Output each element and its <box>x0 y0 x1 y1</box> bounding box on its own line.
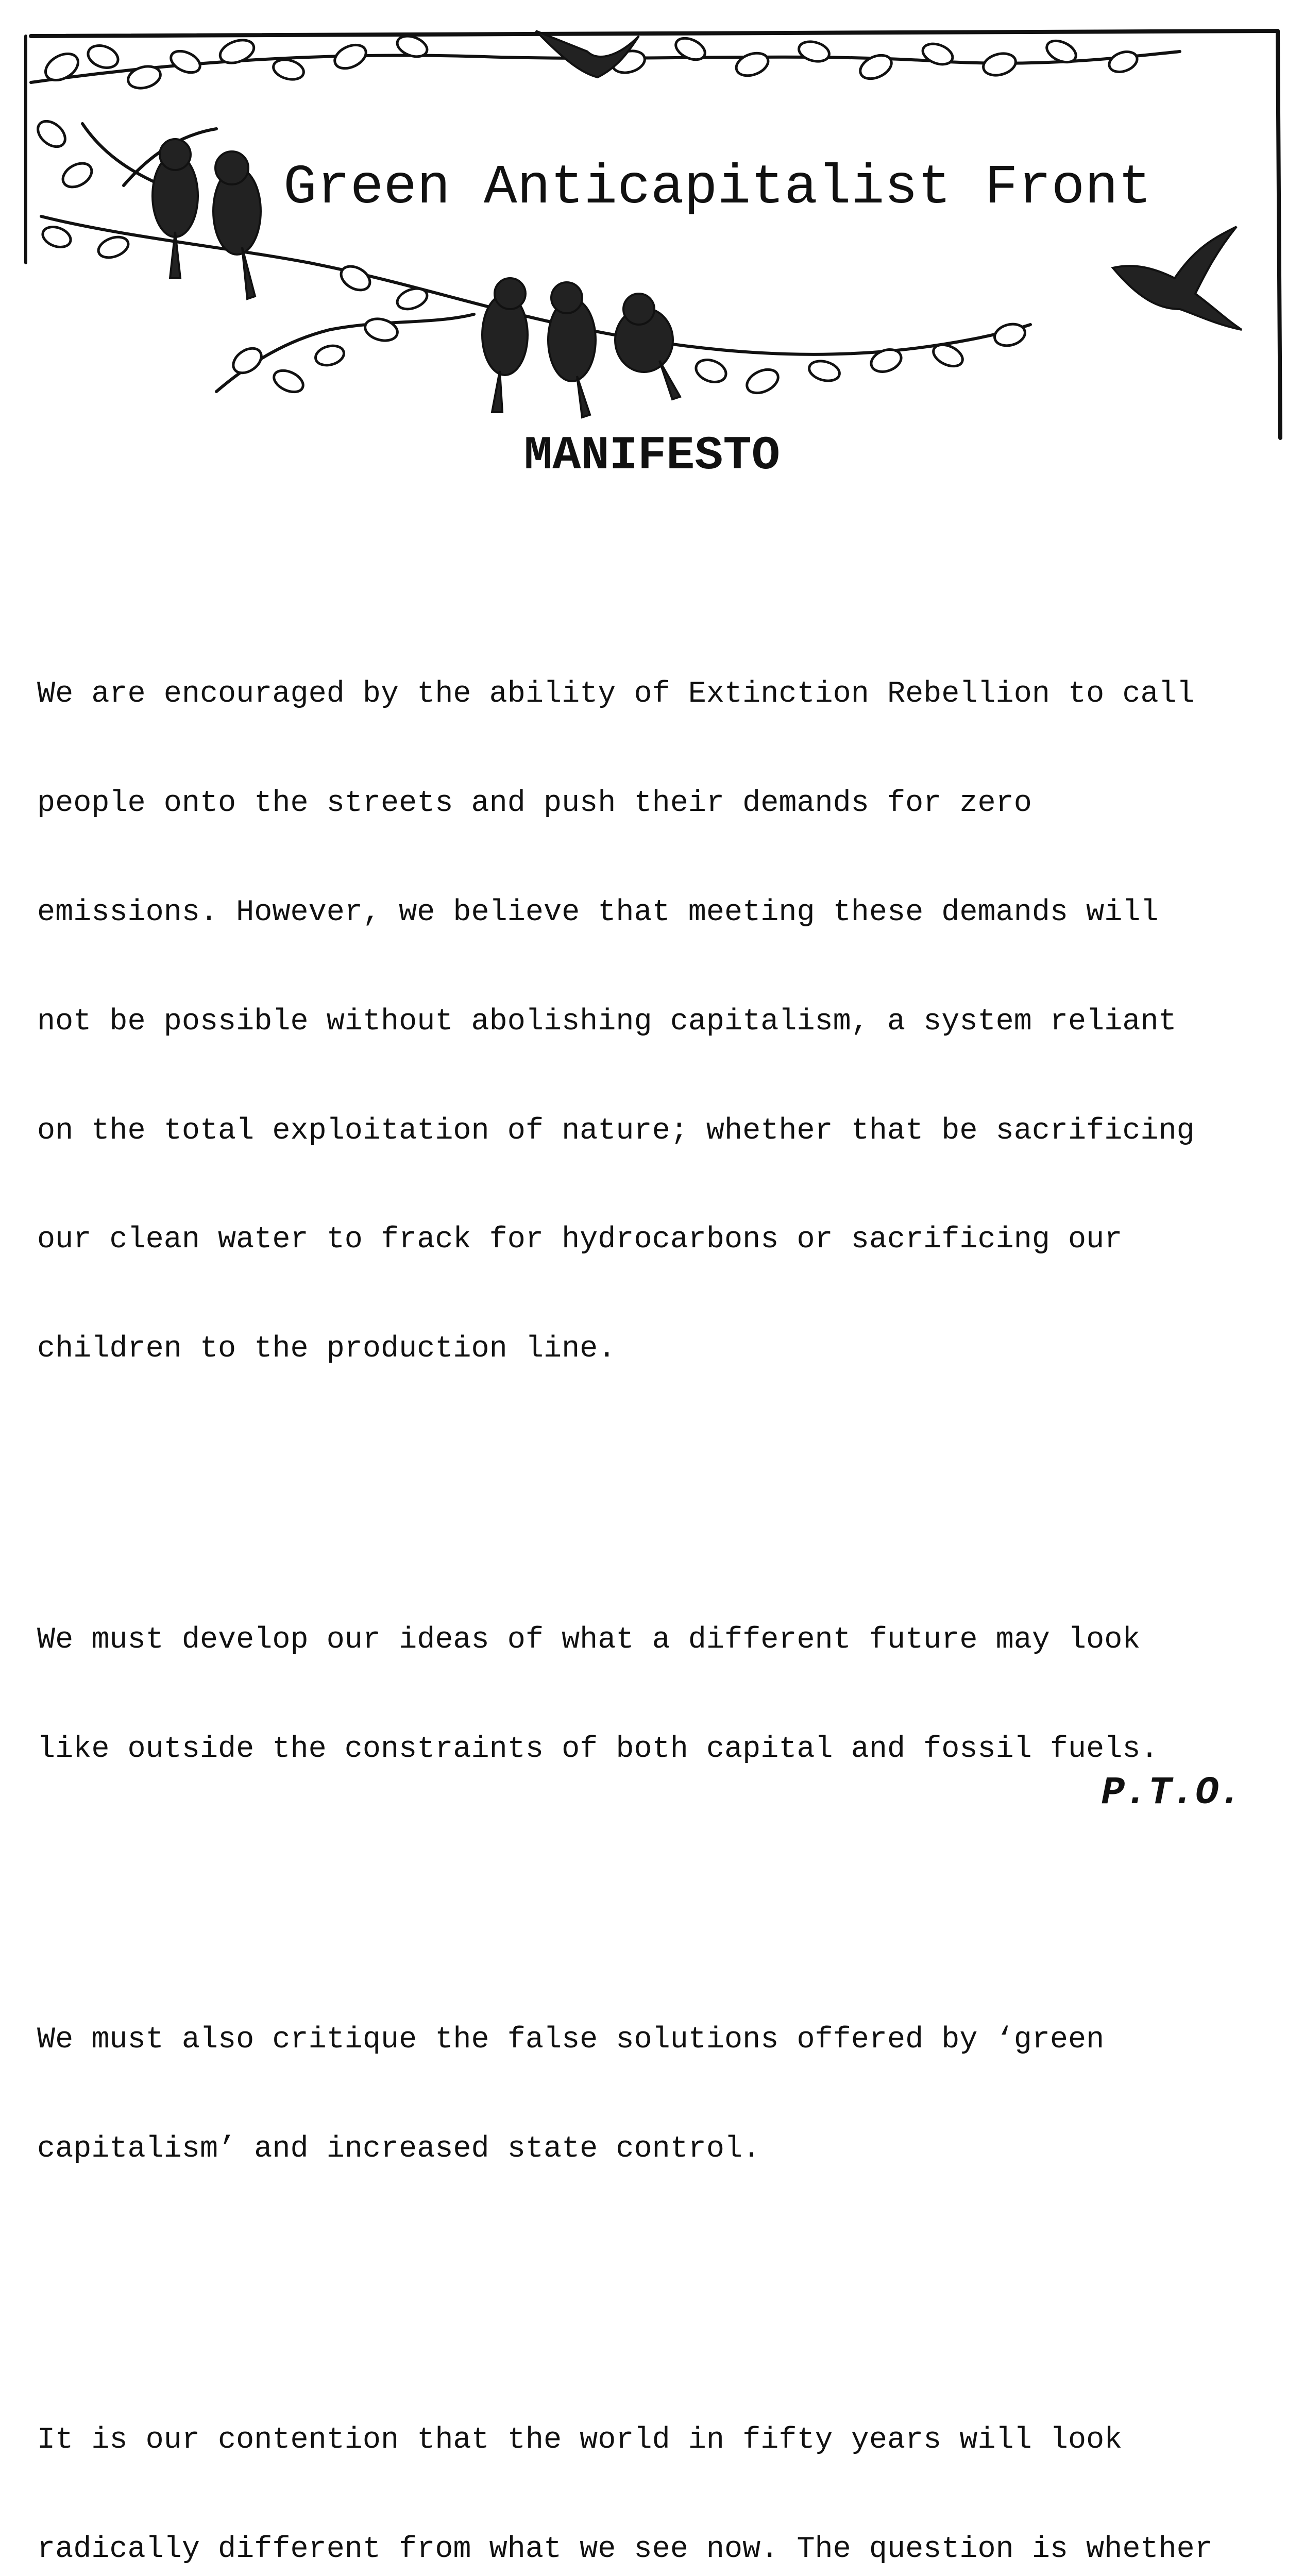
text-line: It is our contention that the world in fifty years will look <box>37 2422 1123 2457</box>
text-line: on the total exploitation of nature; whether that be sacrificing <box>37 1113 1195 1148</box>
text-line: like outside the constraints of both capital and fossil fuels. <box>37 1731 1159 1766</box>
page-title: MANIFESTO <box>524 429 780 483</box>
text-line: our clean water to frack for hydrocarbons or sacrificing our <box>37 1222 1123 1257</box>
please-turn-over: P.T.O. <box>1101 1771 1242 1815</box>
text-line: We must also critique the false solutions offered by ‘green <box>37 2022 1105 2057</box>
paragraph <box>37 2349 1274 2576</box>
text-line: children to the production line. <box>37 1331 616 1366</box>
text-line: We are encouraged by the ability of Extinction Rebellion to call <box>37 676 1195 711</box>
text-line: radically different from what we see now. The question is whether <box>37 2531 1213 2566</box>
manifesto-body <box>37 531 1274 2576</box>
paragraph <box>37 1949 1274 2240</box>
text-line: emissions. However, we believe that meeting these demands will <box>37 894 1159 929</box>
birds-on-leafy-branches-illustration <box>21 21 1288 443</box>
paragraph <box>37 1549 1274 1840</box>
text-line: people onto the streets and push their demands for zero <box>37 786 1032 821</box>
text-line: not be possible without abolishing capitalism, a system reliant <box>37 1004 1177 1039</box>
paragraph <box>37 603 1274 1440</box>
org-title: Green Anticapitalist Front <box>283 157 1152 219</box>
text-line: We must develop our ideas of what a different future may look <box>37 1622 1141 1657</box>
text-line: capitalism’ and increased state control. <box>37 2131 761 2166</box>
